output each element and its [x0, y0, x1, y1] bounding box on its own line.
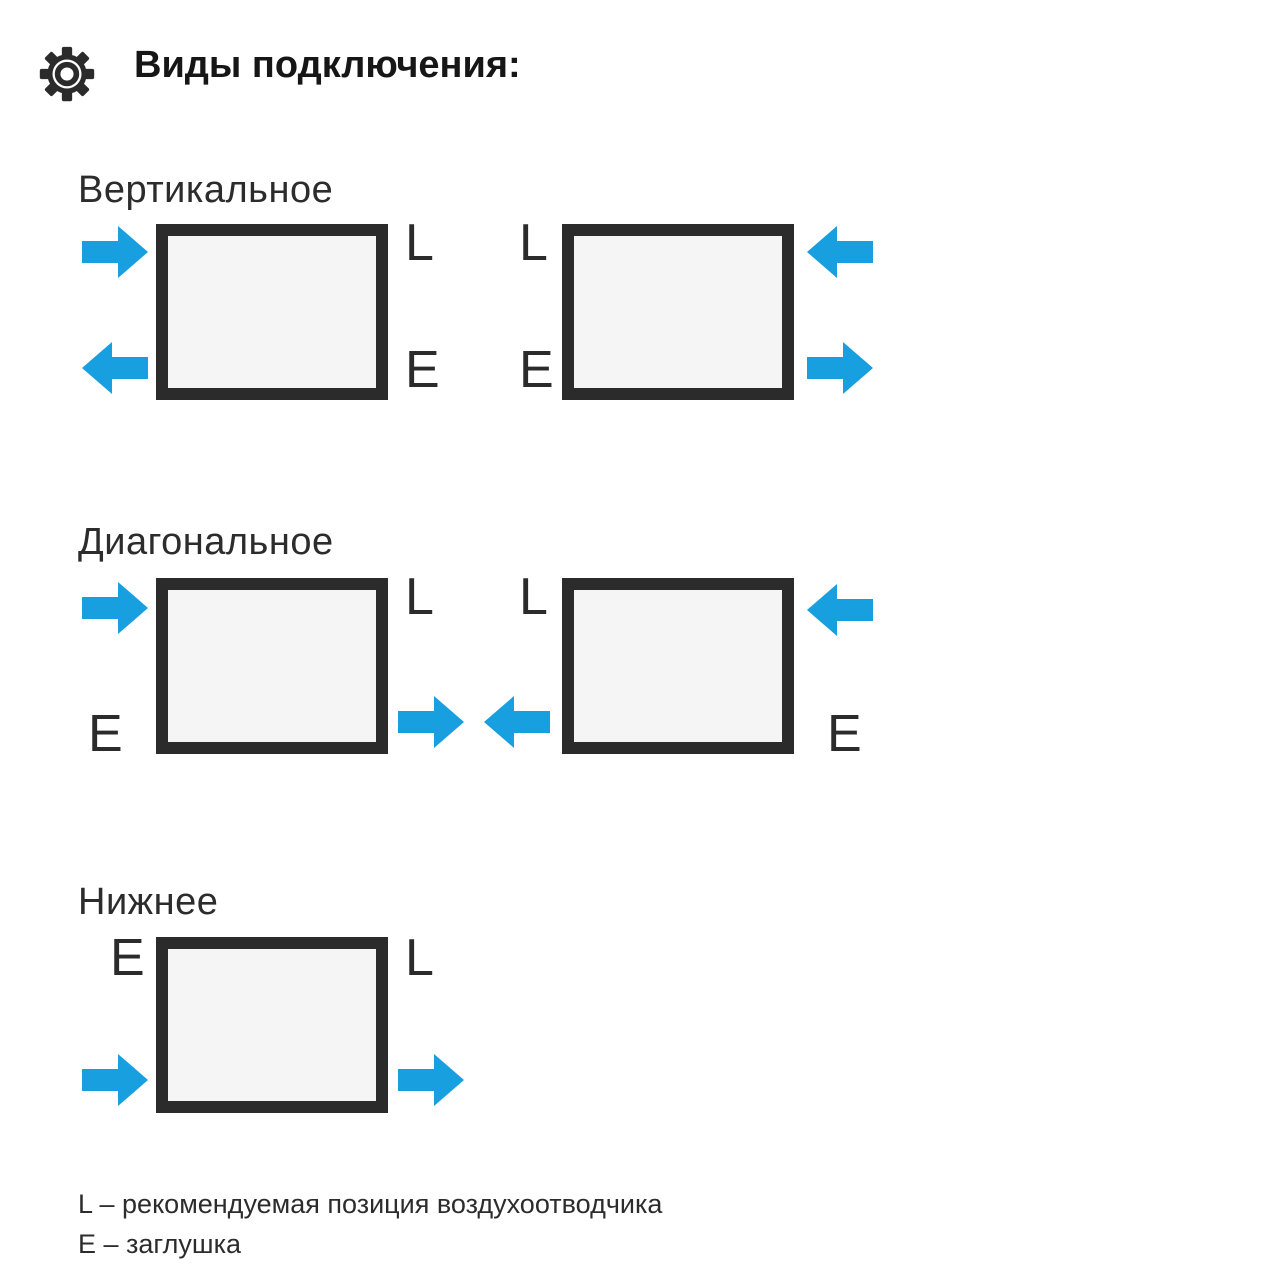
section-title-diagonal: Диагональное [78, 521, 334, 563]
section-title-vertical: Вертикальное [78, 169, 334, 211]
vertical-d2-outlet-arrow-right-icon [807, 342, 873, 394]
bottom-d1-outlet-arrow-right-icon [398, 1054, 464, 1106]
page-title: Виды подключения: [134, 44, 521, 86]
diagonal-d2-inlet-arrow-left-icon [807, 584, 873, 636]
bottom-d1-inlet-arrow-right-icon [82, 1054, 148, 1106]
legend-line-l: L – рекомендуемая позиция воздухоотводчика [78, 1189, 663, 1219]
vertical-d1-outlet-arrow-left-icon [82, 342, 148, 394]
port-label-e: E [519, 341, 554, 399]
vertical-d1-inlet-arrow-right-icon [82, 226, 148, 278]
legend-line-e: E – заглушка [78, 1229, 242, 1259]
diagonal-d1-outlet-arrow-right-icon [398, 696, 464, 748]
port-label-l: L [405, 214, 434, 272]
port-label-l: L [405, 929, 434, 987]
radiator-rect [562, 224, 794, 400]
port-label-l: L [519, 568, 548, 626]
diagonal-d2-outlet-arrow-left-icon [484, 696, 550, 748]
section-title-bottom: Нижнее [78, 881, 219, 923]
port-label-l: L [405, 568, 434, 626]
gear-icon [37, 44, 97, 104]
legend [78, 1184, 662, 1264]
port-label-l: L [519, 214, 548, 272]
port-label-e: E [110, 929, 145, 987]
port-label-e: E [88, 705, 123, 763]
radiator-rect [156, 224, 388, 400]
radiator-rect [156, 578, 388, 754]
diagonal-d1-inlet-arrow-right-icon [82, 582, 148, 634]
radiator-rect [156, 937, 388, 1113]
port-label-e: E [827, 705, 862, 763]
vertical-d2-inlet-arrow-left-icon [807, 226, 873, 278]
radiator-rect [562, 578, 794, 754]
port-label-e: E [405, 341, 440, 399]
